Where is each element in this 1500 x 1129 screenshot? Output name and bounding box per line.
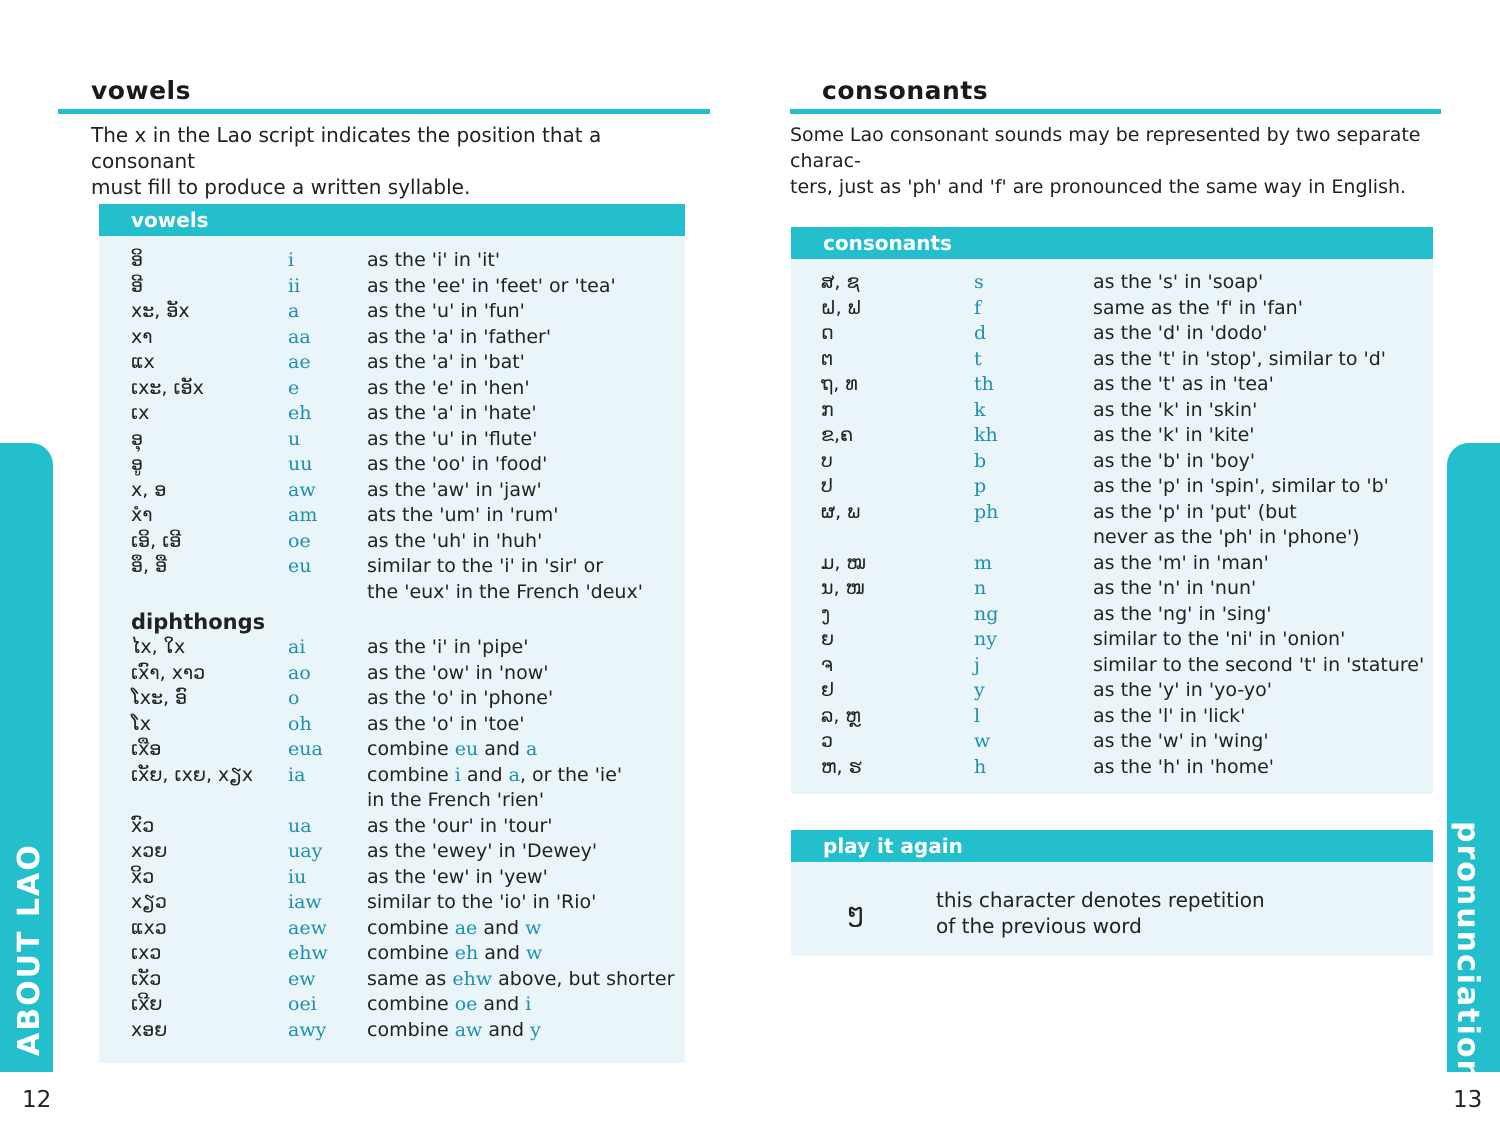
consonant-romanization: ph bbox=[974, 500, 999, 523]
consonant-romanization: t bbox=[974, 347, 982, 370]
right-section-title: consonants bbox=[822, 76, 989, 105]
left-intro-line-2: must fill to produce a written syllable. bbox=[91, 175, 471, 199]
description-text: as the 'b' in 'boy' bbox=[1093, 449, 1256, 472]
consonant-row bbox=[791, 501, 1433, 527]
description-text: as the 'e' in 'hen' bbox=[367, 376, 530, 399]
highlighted-romanization: ae bbox=[454, 916, 478, 939]
consonant-continuation-row bbox=[791, 526, 1433, 552]
diphthong-row bbox=[99, 942, 685, 968]
vowel-description bbox=[367, 479, 542, 501]
left-page-number: 12 bbox=[22, 1087, 52, 1113]
left-title-rule bbox=[58, 109, 710, 114]
consonant-romanization: s bbox=[974, 271, 984, 293]
consonant-lao-script: ຝ, ຟ bbox=[821, 296, 861, 319]
diphthong-description bbox=[367, 891, 596, 913]
highlighted-romanization: w bbox=[526, 942, 543, 964]
description-text: as the 'a' in 'bat' bbox=[367, 351, 525, 373]
vowel-row bbox=[99, 504, 685, 530]
consonant-romanization: l bbox=[974, 704, 981, 727]
diphthong-continuation-description bbox=[367, 789, 544, 811]
diphthong-row bbox=[99, 738, 685, 764]
consonant-row bbox=[791, 552, 1433, 578]
diphthong-romanization: aew bbox=[288, 916, 327, 939]
description-text: in the French 'rien' bbox=[367, 789, 545, 811]
consonant-romanization: y bbox=[974, 679, 985, 701]
description-text: , or the 'ie' bbox=[519, 763, 623, 786]
right-intro-line-1: Some Lao consonant sounds may be represented by two separate charac- bbox=[790, 124, 1421, 172]
consonant-lao-script: ລ, ຫຼ bbox=[821, 704, 861, 727]
vowel-lao-script: xຳ bbox=[131, 504, 153, 526]
vowels-table-header: vowels bbox=[99, 204, 685, 236]
diphthong-description bbox=[367, 713, 524, 735]
vowel-lao-script: ເxະ, ເອັx bbox=[131, 376, 204, 399]
description-text: as the 'ee' in 'feet' or 'tea' bbox=[367, 274, 616, 297]
consonant-description bbox=[1093, 501, 1297, 523]
description-text: as the 'ow' in 'now' bbox=[367, 661, 549, 684]
diphthong-lao-script: ໄx, ໃx bbox=[131, 636, 186, 658]
consonant-description bbox=[1093, 297, 1303, 319]
consonant-romanization: n bbox=[974, 577, 987, 599]
description-text: combine bbox=[367, 1018, 455, 1041]
vowel-lao-script: xາ bbox=[131, 325, 153, 348]
consonant-description bbox=[1093, 271, 1263, 293]
consonant-row bbox=[791, 450, 1433, 476]
vowel-lao-script: x, ອ bbox=[131, 478, 167, 501]
description-text: as the 'h' in 'home' bbox=[1093, 755, 1275, 778]
description-text: combine bbox=[367, 942, 455, 964]
consonant-lao-script: ຍ bbox=[821, 628, 835, 650]
consonant-row bbox=[791, 756, 1433, 782]
consonant-description bbox=[1093, 756, 1274, 778]
right-intro bbox=[790, 122, 1445, 200]
consonant-romanization: k bbox=[974, 398, 986, 421]
consonant-romanization: d bbox=[974, 322, 987, 344]
vowel-description bbox=[367, 377, 530, 399]
diphthong-description bbox=[367, 942, 542, 964]
vowel-lao-script: ອູ bbox=[131, 453, 144, 475]
diphthong-lao-script: ເxວ bbox=[131, 942, 162, 964]
highlighted-romanization: oe bbox=[454, 993, 478, 1015]
description-text: as the 't' in 'stop', similar to 'd' bbox=[1093, 347, 1387, 370]
highlighted-romanization: eu bbox=[454, 738, 479, 760]
diphthong-lao-script: ເxົາ, xາວ bbox=[131, 661, 206, 684]
consonant-row bbox=[791, 705, 1433, 731]
vowel-row bbox=[99, 428, 685, 454]
diphthong-romanization: iu bbox=[288, 865, 307, 888]
vowel-row bbox=[99, 326, 685, 352]
consonant-continuation-description bbox=[1093, 526, 1360, 548]
diphthong-description bbox=[367, 815, 553, 837]
vowel-lao-script: ອີ bbox=[131, 274, 144, 297]
consonant-description bbox=[1093, 399, 1257, 421]
diphthong-lao-script: ໂx bbox=[131, 712, 151, 735]
diphthong-romanization: ai bbox=[288, 636, 306, 658]
highlighted-romanization: w bbox=[525, 916, 542, 939]
description-text: similar to the second 't' in 'stature' bbox=[1093, 653, 1425, 676]
consonant-row bbox=[791, 654, 1433, 680]
diphthong-row bbox=[99, 636, 685, 662]
consonant-romanization: w bbox=[974, 730, 991, 752]
consonant-romanization: j bbox=[974, 653, 980, 676]
repetition-character: ໆ bbox=[847, 898, 865, 928]
consonant-romanization: b bbox=[974, 449, 987, 472]
consonant-description bbox=[1093, 424, 1255, 446]
vowel-description bbox=[367, 530, 542, 552]
consonant-row bbox=[791, 348, 1433, 374]
vowel-lao-script: xະ, ອັx bbox=[131, 300, 190, 322]
description-text: as the 'p' in 'spin', similar to 'b' bbox=[1093, 475, 1389, 497]
diphthong-description bbox=[367, 687, 553, 709]
consonant-description bbox=[1093, 654, 1424, 676]
vowel-lao-script: ອິ bbox=[131, 249, 144, 271]
vowel-row bbox=[99, 249, 685, 275]
description-text: as the 'm' in 'man' bbox=[1093, 551, 1269, 574]
vowel-description bbox=[367, 300, 525, 322]
vowel-description bbox=[367, 428, 537, 450]
diphthong-lao-script: xຽວ bbox=[131, 891, 167, 913]
left-intro bbox=[91, 122, 691, 200]
description-text: and bbox=[460, 763, 509, 786]
consonant-romanization: m bbox=[974, 551, 993, 574]
vowel-row bbox=[99, 275, 685, 301]
vowel-romanization: i bbox=[288, 249, 295, 271]
pronunciation-tab-label: pronunciation bbox=[1450, 821, 1485, 1083]
consonant-lao-script: ບ bbox=[821, 449, 833, 472]
consonant-lao-script: ຜ, ພ bbox=[821, 500, 861, 523]
diphthong-description bbox=[367, 1019, 541, 1041]
consonant-row bbox=[791, 297, 1433, 323]
diphthong-description bbox=[367, 636, 528, 658]
description-text: same as the 'f' in 'fan' bbox=[1093, 296, 1303, 319]
consonant-lao-script: ມ, ໝ bbox=[821, 551, 866, 574]
consonants-table bbox=[791, 227, 1433, 794]
diphthong-continuation-row bbox=[99, 789, 685, 815]
consonant-row bbox=[791, 399, 1433, 425]
diphthong-row bbox=[99, 840, 685, 866]
vowel-continuation-row bbox=[99, 581, 685, 607]
repetition-description-line-1: this character denotes repetition bbox=[936, 888, 1265, 912]
consonant-lao-script: ວ bbox=[821, 730, 834, 752]
left-section-title: vowels bbox=[91, 76, 191, 105]
diphthong-row bbox=[99, 917, 685, 943]
vowels-table bbox=[99, 204, 685, 1063]
diphthong-lao-script: ເxັຍ, ເxຍ, xຽx bbox=[131, 763, 254, 786]
vowel-romanization: a bbox=[288, 300, 300, 322]
description-text: as the 'aw' in 'jaw' bbox=[367, 478, 542, 501]
consonant-row bbox=[791, 679, 1433, 705]
description-text: combine bbox=[367, 993, 455, 1015]
highlighted-romanization: aw bbox=[454, 1018, 483, 1041]
diphthong-row bbox=[99, 687, 685, 713]
description-text: as the 't' as in 'tea' bbox=[1093, 373, 1274, 395]
description-text: ats the 'um' in 'rum' bbox=[367, 504, 559, 526]
vowel-row bbox=[99, 351, 685, 377]
description-text: as the 'k' in 'skin' bbox=[1093, 398, 1258, 421]
highlighted-romanization: a bbox=[508, 763, 520, 786]
description-text: as the 'a' in 'father' bbox=[367, 325, 552, 348]
vowel-romanization: eh bbox=[288, 402, 312, 424]
description-text: as the 'o' in 'toe' bbox=[367, 712, 525, 735]
consonant-row bbox=[791, 424, 1433, 450]
description-text: and bbox=[478, 738, 527, 760]
diphthong-row bbox=[99, 993, 685, 1019]
highlighted-romanization: eh bbox=[454, 942, 479, 964]
consonant-lao-script: ຈ bbox=[821, 653, 833, 676]
description-text: the 'eux' in the French 'deux' bbox=[367, 580, 643, 603]
description-text: similar to the 'i' in 'sir' or bbox=[367, 555, 604, 577]
diphthong-description bbox=[367, 968, 674, 990]
consonant-row bbox=[791, 628, 1433, 654]
highlighted-romanization: ehw bbox=[452, 967, 493, 990]
consonant-romanization: h bbox=[974, 755, 987, 778]
description-text: as the 'i' in 'pipe' bbox=[367, 636, 529, 658]
diphthong-lao-script: xອຍ bbox=[131, 1018, 168, 1041]
description-text: and bbox=[477, 993, 526, 1015]
description-text: as the 'i' in 'it' bbox=[367, 249, 501, 271]
consonant-description bbox=[1093, 450, 1255, 472]
consonant-lao-script: ດ bbox=[821, 322, 834, 344]
consonant-row bbox=[791, 373, 1433, 399]
description-text: as the 'w' in 'wing' bbox=[1093, 730, 1269, 752]
consonant-romanization: kh bbox=[974, 424, 998, 446]
diphthong-romanization: o bbox=[288, 687, 300, 709]
description-text: as the 'u' in 'fun' bbox=[367, 300, 525, 322]
consonant-row bbox=[791, 322, 1433, 348]
vowel-description bbox=[367, 351, 525, 373]
vowel-description bbox=[367, 555, 603, 577]
consonant-description bbox=[1093, 475, 1389, 497]
description-text: as the 'k' in 'kite' bbox=[1093, 424, 1255, 446]
consonant-lao-script: ຕ bbox=[821, 347, 834, 370]
diphthong-description bbox=[367, 738, 537, 760]
description-text: as the 'l' in 'lick' bbox=[1093, 704, 1246, 727]
diphthong-romanization: uay bbox=[288, 840, 323, 862]
description-text: as the 'ewey' in 'Dewey' bbox=[367, 840, 598, 862]
description-text: and bbox=[478, 942, 527, 964]
description-text: as the 's' in 'soap' bbox=[1093, 271, 1264, 293]
consonant-lao-script: ປ bbox=[821, 475, 833, 497]
vowel-rows bbox=[99, 204, 685, 1063]
diphthong-row bbox=[99, 968, 685, 994]
consonant-description bbox=[1093, 730, 1269, 752]
consonant-row bbox=[791, 475, 1433, 501]
diphthong-lao-script: xົວ bbox=[131, 814, 155, 837]
diphthong-row bbox=[99, 1019, 685, 1045]
description-text: as the 'd' in 'dodo' bbox=[1093, 322, 1268, 344]
vowel-romanization: am bbox=[288, 504, 318, 526]
diphthong-row bbox=[99, 891, 685, 917]
consonants-table-header: consonants bbox=[791, 227, 1433, 259]
diphthong-description bbox=[367, 662, 548, 684]
consonant-description bbox=[1093, 322, 1268, 344]
description-text: never as the 'ph' in 'phone') bbox=[1093, 526, 1360, 548]
description-text: and bbox=[482, 1018, 531, 1041]
pronunciation-tab[interactable] bbox=[1447, 443, 1500, 1083]
description-text: as the 'n' in 'nun' bbox=[1093, 577, 1257, 599]
consonant-romanization: f bbox=[974, 296, 982, 319]
diphthong-romanization: ew bbox=[288, 967, 316, 990]
diphthong-description bbox=[367, 866, 548, 888]
consonant-romanization: p bbox=[974, 475, 987, 497]
diphthong-lao-script: xິວ bbox=[131, 865, 155, 888]
vowel-romanization: ae bbox=[288, 351, 311, 373]
consonant-description bbox=[1093, 348, 1386, 370]
description-text: combine bbox=[367, 916, 455, 939]
diphthong-row bbox=[99, 764, 685, 790]
vowel-lao-script: ອຶ, ອື bbox=[131, 555, 168, 577]
about-lao-tab[interactable] bbox=[0, 443, 53, 1072]
diphthong-lao-script: xວຍ bbox=[131, 840, 168, 862]
diphthong-romanization: awy bbox=[288, 1018, 327, 1041]
diphthong-description bbox=[367, 917, 541, 939]
consonant-lao-script: ນ, ໜ bbox=[821, 577, 866, 599]
diphthong-romanization: ia bbox=[288, 763, 306, 786]
consonant-description bbox=[1093, 705, 1245, 727]
consonant-description bbox=[1093, 603, 1271, 625]
description-text: as the 'y' in 'yo-yo' bbox=[1093, 679, 1272, 701]
description-text: as the 'ng' in 'sing' bbox=[1093, 602, 1272, 625]
vowel-romanization: eu bbox=[288, 555, 312, 577]
vowel-lao-script: ເອິ, ເອີ bbox=[131, 529, 182, 552]
diphthong-lao-script: ເxືອ bbox=[131, 738, 162, 760]
vowel-description bbox=[367, 326, 551, 348]
description-text: combine bbox=[367, 763, 455, 786]
highlighted-romanization: i bbox=[454, 763, 461, 786]
vowel-row bbox=[99, 377, 685, 403]
consonant-lao-script: ຫ, ຮ bbox=[821, 755, 862, 778]
description-text: as the 'ew' in 'yew' bbox=[367, 865, 548, 888]
diphthong-row bbox=[99, 866, 685, 892]
consonant-description bbox=[1093, 552, 1269, 574]
repetition-description-line-2: of the previous word bbox=[936, 914, 1142, 938]
description-text: above, but shorter bbox=[492, 967, 675, 990]
vowel-row bbox=[99, 402, 685, 428]
play-it-again-box bbox=[791, 830, 1433, 956]
consonant-row bbox=[791, 603, 1433, 629]
right-title-rule bbox=[790, 109, 1441, 114]
vowel-description bbox=[367, 504, 558, 526]
vowel-description bbox=[367, 402, 537, 424]
highlighted-romanization: i bbox=[525, 993, 532, 1015]
vowel-lao-script: ອຸ bbox=[131, 427, 144, 450]
description-text: as the 'oo' in 'food' bbox=[367, 453, 548, 475]
vowel-row bbox=[99, 479, 685, 505]
consonant-row bbox=[791, 271, 1433, 297]
vowel-romanization: ii bbox=[288, 274, 301, 297]
highlighted-romanization: y bbox=[530, 1018, 541, 1041]
about-lao-tab-label: ABOUT LAO bbox=[12, 843, 47, 1056]
diphthong-romanization: iaw bbox=[288, 891, 322, 913]
vowel-row bbox=[99, 530, 685, 556]
description-text: similar to the 'io' in 'Rio' bbox=[367, 891, 597, 913]
diphthong-description bbox=[367, 993, 531, 1015]
vowel-romanization: oe bbox=[288, 529, 311, 552]
consonant-lao-script: ສ, ຊ bbox=[821, 271, 860, 293]
consonant-lao-script: ກ bbox=[821, 398, 834, 421]
consonant-lao-script: ຖ, ທ bbox=[821, 373, 858, 395]
description-text: similar to the 'ni' in 'onion' bbox=[1093, 628, 1346, 650]
vowel-row bbox=[99, 555, 685, 581]
vowel-description bbox=[367, 453, 547, 475]
diphthong-description bbox=[367, 840, 597, 862]
consonant-row bbox=[791, 577, 1433, 603]
diphthong-lao-script: ເxັວ bbox=[131, 967, 162, 990]
right-page-number: 13 bbox=[1453, 1087, 1483, 1113]
vowel-romanization: u bbox=[288, 427, 301, 450]
diphthong-romanization: ehw bbox=[288, 942, 328, 964]
diphthong-romanization: eua bbox=[288, 738, 323, 760]
vowel-lao-script: ແx bbox=[131, 351, 155, 373]
description-text: combine bbox=[367, 738, 455, 760]
diphthong-row bbox=[99, 662, 685, 688]
description-text: as the 'our' in 'tour' bbox=[367, 814, 553, 837]
repetition-description bbox=[936, 887, 1265, 939]
diphthong-romanization: ua bbox=[288, 814, 312, 837]
vowel-romanization: aw bbox=[288, 478, 316, 501]
consonant-description bbox=[1093, 373, 1274, 395]
consonant-romanization: ny bbox=[974, 628, 997, 650]
highlighted-romanization: a bbox=[526, 738, 538, 760]
diphthong-romanization: ao bbox=[288, 661, 311, 684]
diphthong-description bbox=[367, 764, 622, 786]
consonant-rows bbox=[791, 227, 1433, 794]
vowel-description bbox=[367, 249, 500, 271]
consonant-description bbox=[1093, 577, 1256, 599]
consonant-lao-script: ຢ bbox=[821, 679, 835, 701]
consonant-lao-script: ຂ,ຄ bbox=[821, 424, 854, 446]
diphthong-lao-script: ໂxະ, ອົ bbox=[131, 687, 188, 709]
consonant-description bbox=[1093, 628, 1345, 650]
description-text: as the 'p' in 'put' (but bbox=[1093, 500, 1297, 523]
description-text: as the 'a' in 'hate' bbox=[367, 402, 537, 424]
vowel-romanization: e bbox=[288, 376, 300, 399]
description-text: as the 'u' in 'flute' bbox=[367, 427, 538, 450]
vowel-description bbox=[367, 275, 616, 297]
description-text: as the 'uh' in 'huh' bbox=[367, 529, 543, 552]
vowel-continuation-description bbox=[367, 581, 643, 603]
diphthong-romanization: oh bbox=[288, 712, 312, 735]
description-text: same as bbox=[367, 967, 453, 990]
left-intro-line-1: The x in the Lao script indicates the position that a consonant bbox=[91, 123, 602, 173]
vowel-row bbox=[99, 300, 685, 326]
consonant-description bbox=[1093, 679, 1272, 701]
diphthong-lao-script: ເxີຍ bbox=[131, 993, 163, 1015]
consonant-row bbox=[791, 730, 1433, 756]
diphthong-lao-script: ແxວ bbox=[131, 916, 167, 939]
diphthongs-subheading: diphthongs bbox=[131, 610, 266, 634]
diphthong-row bbox=[99, 713, 685, 739]
vowel-row bbox=[99, 453, 685, 479]
consonant-romanization: ng bbox=[974, 602, 999, 625]
diphthong-row bbox=[99, 815, 685, 841]
description-text: as the 'o' in 'phone' bbox=[367, 687, 554, 709]
description-text: and bbox=[477, 916, 526, 939]
vowel-lao-script: ເx bbox=[131, 402, 150, 424]
right-intro-line-2: ters, just as 'ph' and 'f' are pronounced the same way in English. bbox=[790, 176, 1407, 198]
vowel-romanization: aa bbox=[288, 325, 311, 348]
diphthong-romanization: oei bbox=[288, 993, 317, 1015]
consonant-romanization: th bbox=[974, 373, 994, 395]
consonant-lao-script: ງ bbox=[821, 602, 831, 625]
vowel-romanization: uu bbox=[288, 453, 313, 475]
play-it-again-header: play it again bbox=[791, 830, 1433, 862]
